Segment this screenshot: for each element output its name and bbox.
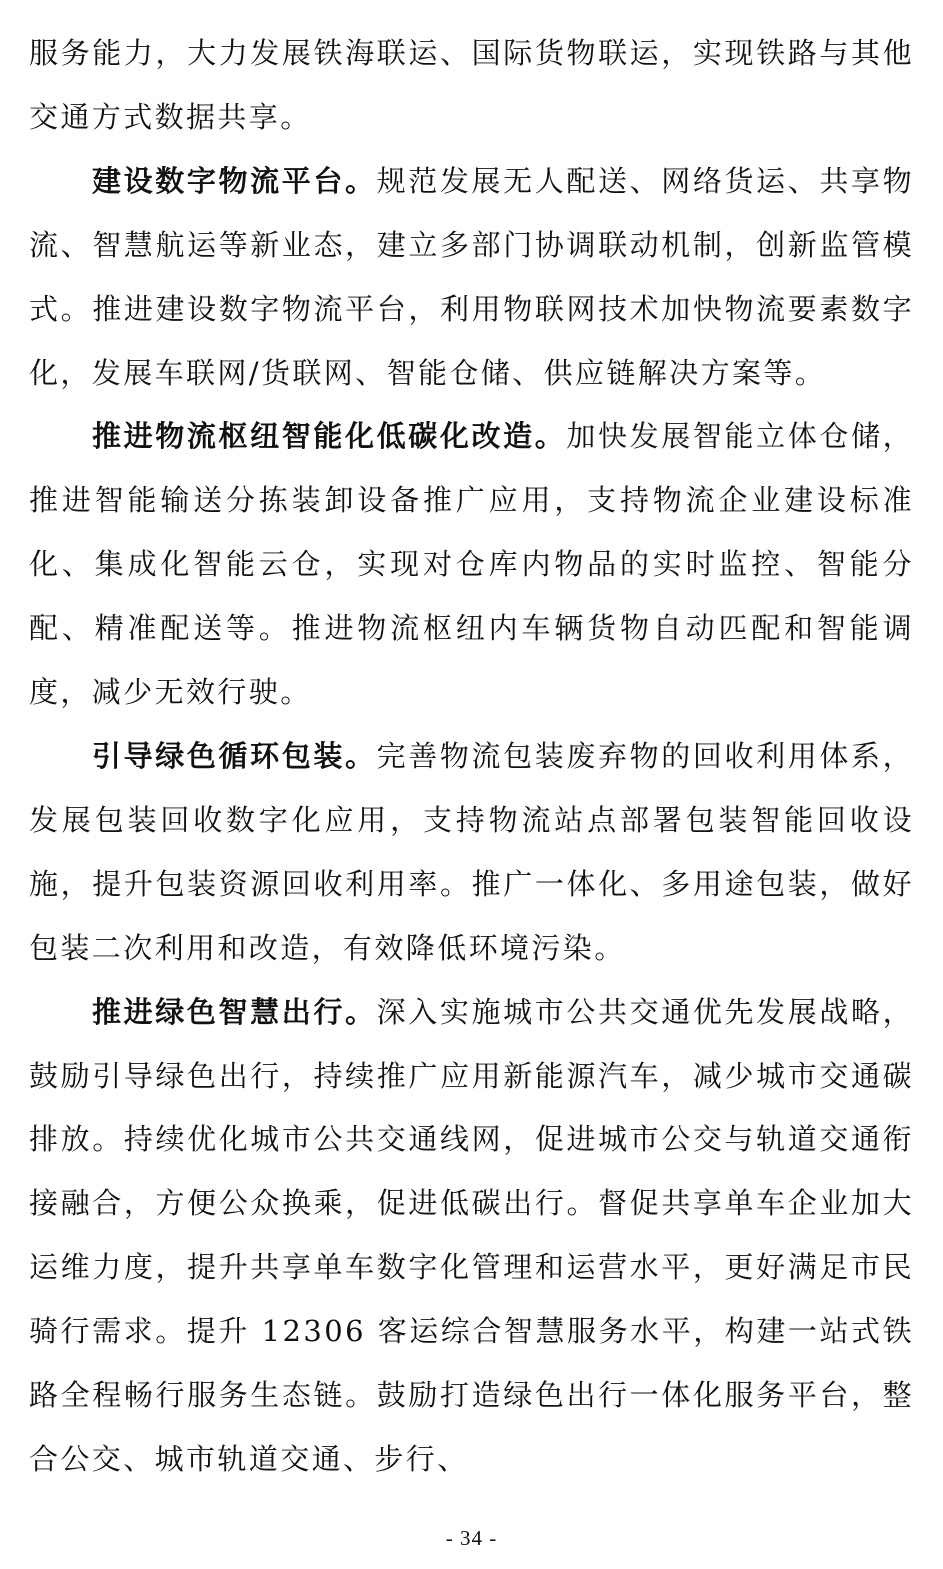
page-number: - 34 - [445, 1526, 498, 1550]
paragraph-green-smart-travel [29, 981, 914, 1492]
paragraph-heading: 推进物流枢纽智能化低碳化改造。 [92, 419, 567, 454]
paragraph-heading: 建设数字物流平台。 [92, 163, 377, 198]
paragraph-body: 深入实施城市公共交通优先发展战略，鼓励引导绿色出行，持续推广应用新能源汽车，减少城市交通碳排放。持续优化城市公共交通线网，促进城市公交与轨道交通衔接融合，方便公众换乘，促进低碳出行。督促共享单车企业加大运维力度，提升共享单车数字化管理和运营水平，更好满足市民骑行需求。提升 12306 客运综合智慧服务水平，构建一站式铁路全程畅行服务生态链。鼓励打造绿色出行一体化服务平台，整合公交、城市轨道交通、步行、 [29, 994, 914, 1476]
paragraph-green-packaging [29, 725, 914, 981]
paragraph-body: 完善物流包装废弃物的回收利用体系，发展包装回收数字化应用，支持物流站点部署包装智能回收设施，提升包装资源回收利用率。推广一体化、多用途包装，做好包装二次利用和改造，有效降低环境污染。 [29, 738, 914, 965]
paragraph-continuation [29, 22, 914, 150]
paragraph-body: 加快发展智能立体仓储，推进智能输送分拣装卸设备推广应用，支持物流企业建设标准化、集成化智能云仓，实现对仓库内物品的实时监控、智能分配、精准配送等。推进物流枢纽内车辆货物自动匹配和智能调度，减少无效行驶。 [29, 419, 914, 710]
paragraph-digital-logistics-platform [29, 150, 914, 406]
paragraph-body: 服务能力，大力发展铁海联运、国际货物联运，实现铁路与其他交通方式数据共享。 [29, 36, 914, 134]
paragraph-heading: 引导绿色循环包装。 [92, 738, 377, 773]
body-text [29, 22, 914, 1492]
paragraph-body: 规范发展无人配送、网络货运、共享物流、智慧航运等新业态，建立多部门协调联动机制，创新监管模式。推进建设数字物流平台，利用物联网技术加快物流要素数字化，发展车联网/货联网、智能仓储、供应链解决方案等。 [29, 163, 914, 390]
paragraph-logistics-hub-upgrade [29, 405, 914, 725]
paragraph-heading: 推进绿色智慧出行。 [92, 994, 377, 1029]
